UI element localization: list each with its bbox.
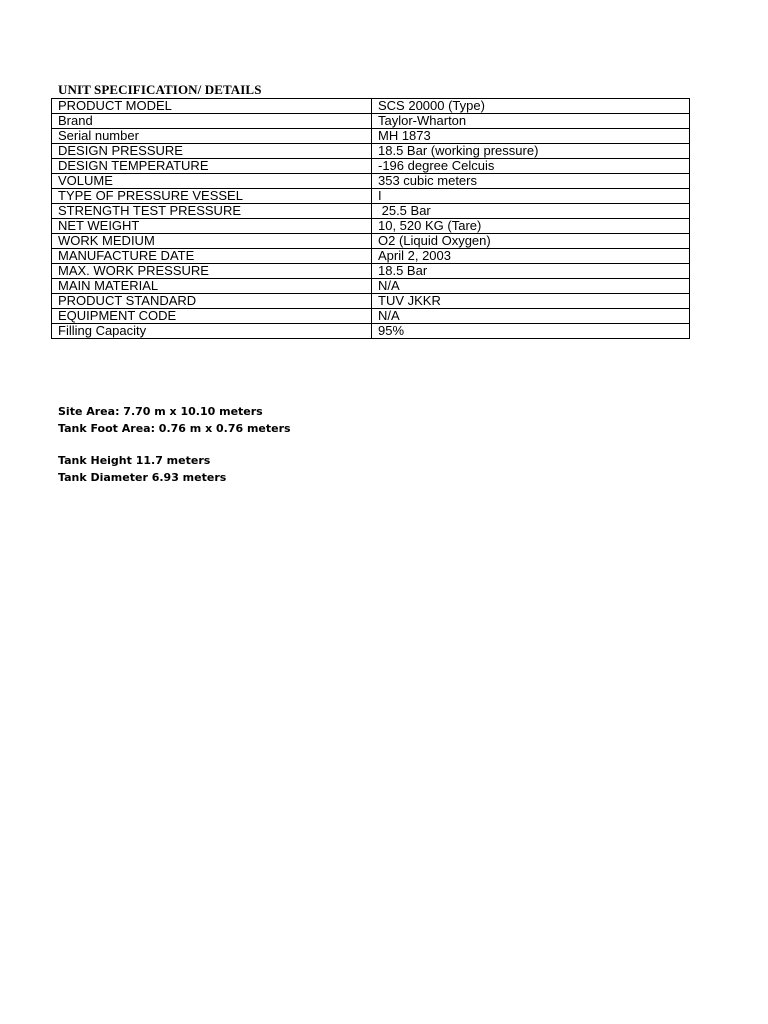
spec-label: EQUIPMENT CODE	[52, 309, 372, 324]
spec-value: O2 (Liquid Oxygen)	[372, 234, 690, 249]
spec-label: NET WEIGHT	[52, 219, 372, 234]
spec-row	[52, 159, 690, 174]
spec-label: MAX. WORK PRESSURE	[52, 264, 372, 279]
spec-row	[52, 174, 690, 189]
spec-value: -196 degree Celcuis	[372, 159, 690, 174]
spec-row	[52, 219, 690, 234]
tank-diameter-text: Tank Diameter 6.93 meters	[58, 471, 227, 484]
tank-notes	[58, 452, 226, 486]
document-title: UNIT SPECIFICATION/ DETAILS	[58, 82, 262, 97]
spec-value: N/A	[372, 309, 690, 324]
spec-value: 10, 520 KG (Tare)	[372, 219, 690, 234]
spec-row	[52, 294, 690, 309]
spec-value: TUV JKKR	[372, 294, 690, 309]
spec-row	[52, 129, 690, 144]
spec-row	[52, 264, 690, 279]
spec-label: PRODUCT STANDARD	[52, 294, 372, 309]
site-area-text: Site Area: 7.70 m x 10.10 meters	[58, 405, 263, 418]
spec-value: 18.5 Bar	[372, 264, 690, 279]
spec-row	[52, 309, 690, 324]
spec-label: Serial number	[52, 129, 372, 144]
spec-value: Taylor-Wharton	[372, 114, 690, 129]
spec-value: 95%	[372, 324, 690, 339]
spec-value: 353 cubic meters	[372, 174, 690, 189]
spec-label: DESIGN TEMPERATURE	[52, 159, 372, 174]
spec-label: WORK MEDIUM	[52, 234, 372, 249]
spec-value: 25.5 Bar	[372, 204, 690, 219]
spec-value: April 2, 2003	[372, 249, 690, 264]
spec-label: Filling Capacity	[52, 324, 372, 339]
spec-value: SCS 20000 (Type)	[372, 99, 690, 114]
spec-label: MAIN MATERIAL	[52, 279, 372, 294]
spec-row	[52, 249, 690, 264]
spec-row	[52, 324, 690, 339]
spec-label: STRENGTH TEST PRESSURE	[52, 204, 372, 219]
spec-label: Brand	[52, 114, 372, 129]
spec-label: DESIGN PRESSURE	[52, 144, 372, 159]
spec-row	[52, 279, 690, 294]
spec-row	[52, 189, 690, 204]
spec-row	[52, 99, 690, 114]
spec-table-body	[52, 99, 690, 339]
spec-value: I	[372, 189, 690, 204]
site-notes	[58, 403, 291, 437]
tank-foot-area-text: Tank Foot Area: 0.76 m x 0.76 meters	[58, 422, 291, 435]
spec-value: N/A	[372, 279, 690, 294]
spec-row	[52, 114, 690, 129]
spec-value: 18.5 Bar (working pressure)	[372, 144, 690, 159]
spec-table	[51, 98, 690, 339]
spec-row	[52, 204, 690, 219]
spec-label: PRODUCT MODEL	[52, 99, 372, 114]
spec-value: MH 1873	[372, 129, 690, 144]
tank-height-text: Tank Height 11.7 meters	[58, 454, 211, 467]
spec-label: TYPE OF PRESSURE VESSEL	[52, 189, 372, 204]
spec-label: VOLUME	[52, 174, 372, 189]
spec-label: MANUFACTURE DATE	[52, 249, 372, 264]
spec-row	[52, 234, 690, 249]
spec-row	[52, 144, 690, 159]
